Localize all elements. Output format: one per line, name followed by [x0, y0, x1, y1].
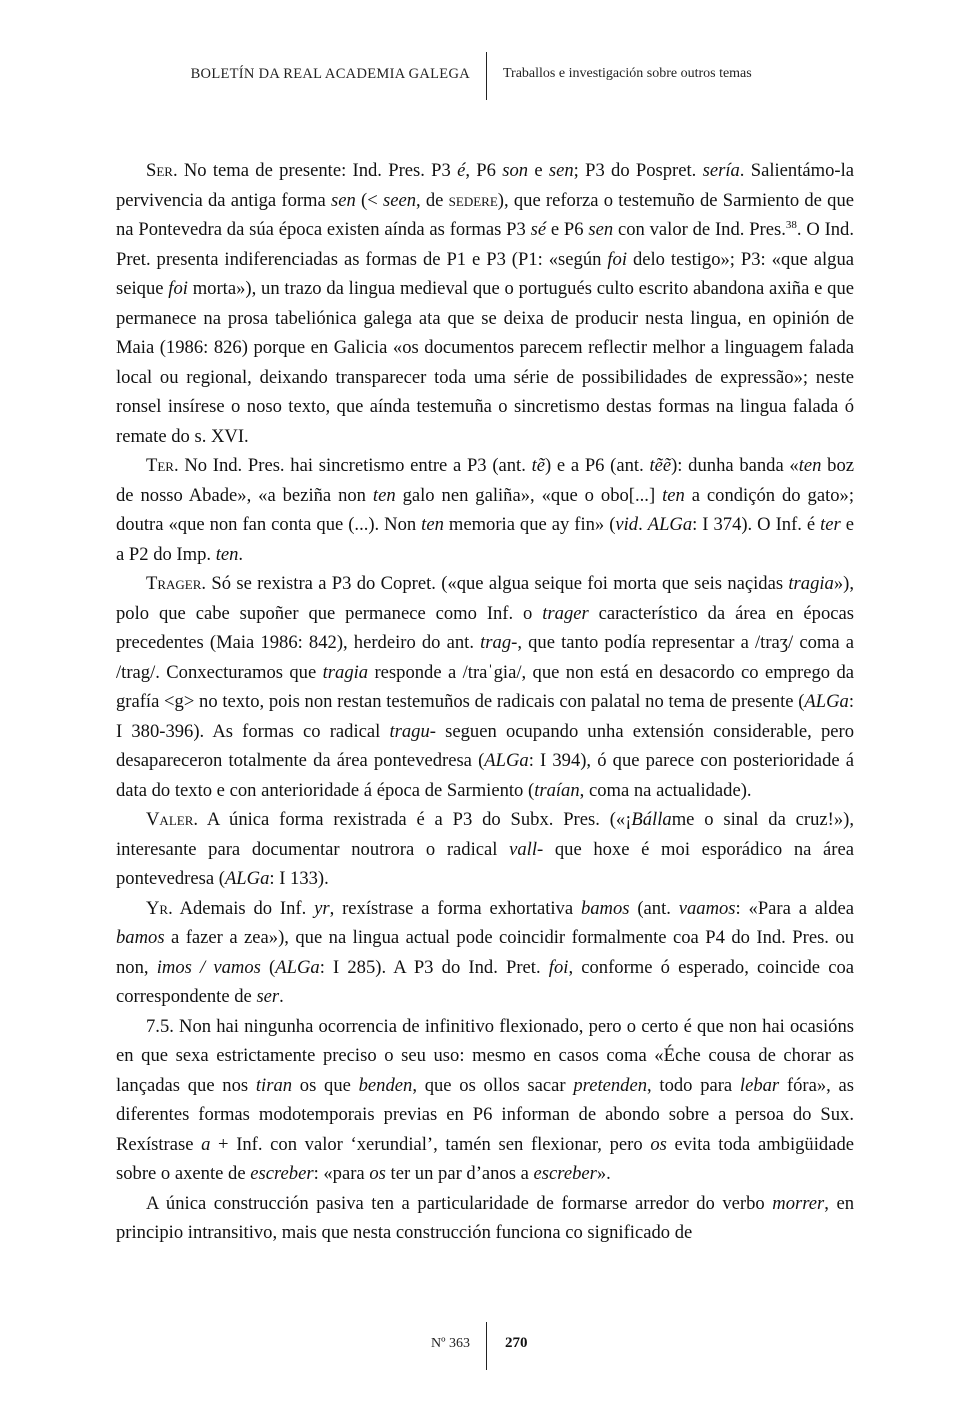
- italic-term: ten: [662, 484, 685, 506]
- page-number: 270: [505, 1335, 528, 1351]
- running-footer: [0, 1322, 975, 1370]
- italic-term: tẽẽ: [649, 455, 672, 476]
- paragraph: A única construcción pasiva ten a particularidade de formarse arredor do verbo morrer, en principio intransitivo, mais que nesta construcción funciona co significado de: [116, 1192, 854, 1243]
- italic-term: Bálla: [631, 809, 672, 830]
- entry-headword: Trager: [146, 573, 202, 594]
- italic-term: os: [650, 1133, 667, 1155]
- footnote-ref[interactable]: 38: [785, 218, 797, 231]
- issue-number: Nº 363: [431, 1336, 470, 1351]
- italic-term: vall-: [509, 838, 544, 860]
- header-divider: [486, 52, 487, 100]
- italic-term: imos / vamos: [156, 956, 261, 978]
- entry-headword: Ser: [146, 160, 173, 181]
- italic-term: sería: [702, 160, 740, 181]
- italic-term: vid: [615, 514, 639, 535]
- italic-term: lebar: [739, 1074, 780, 1096]
- italic-term: ter: [820, 514, 841, 535]
- italic-term: sé: [530, 219, 547, 240]
- small-caps-term: sedere: [448, 189, 498, 211]
- running-header: [0, 52, 975, 100]
- paragraph: Valer. A única forma rexistrada é a P3 do Subx. Pres. («¡Bállame o sinal da cruz!»), interesante para documentar noutrora o radical vall- que hoxe é moi esporádico na área pontevedresa (ALGa: I 133).: [116, 809, 854, 889]
- italic-term: sen: [548, 160, 574, 181]
- italic-term: benden: [358, 1074, 413, 1096]
- italic-term: foi: [168, 278, 188, 299]
- paragraph: Ser. No tema de presente: Ind. Pres. P3 é, P6 son e sen; P3 do Pospret. sería. Salientámo-la pervivencia da antiga forma sen (< seen, de sedere), que reforza o testemuño de Sarmiento de que na Pontevedra da súa época existen aínda as formas P3 sé e P6 sen con valor de Ind. Pres.$^{38}$. O Ind. Pret. presenta indiferenciadas as formas de P1 e P3 (P1: «según foi delo testigo»; P3: «que algua seique foi morta»), un trazo da lingua medieval que o portugués culto escrito abandona axiña e que permanece na prosa tabeliónica galega ata que se deixa de producir nesta lingua, en opinión de Maia (1986: 826) porque en Galicia «os documentos parecem reflectir melhor a linguagem falada local ou regional, deixando transparecer toda uma série de possibilidades de expressão»; neste ronsel insírese o noso texto, que aínda testemuña o sincretismo destas formas na lingua falada ó remate do s. XVI.: [116, 160, 855, 447]
- entry-headword: Valer: [146, 809, 194, 830]
- italic-term: ser: [256, 986, 280, 1007]
- italic-term: ten: [798, 455, 822, 476]
- paragraph: Yr. Ademais do Inf. yr, rexístrase a forma exhortativa bamos (ant. vaamos: «Para a aldea bamos a fazer a zea»), que na lingua actual pode coincidir formalmente coa P4 do Ind. Pres. ou non, imos / vamos (ALGa: I 285). A P3 do Ind. Pret. foi, conforme ó esperado, coincide coa correspondente de ser.: [116, 897, 855, 1007]
- italic-term: tragu-: [389, 720, 436, 742]
- italic-term: ten: [215, 543, 239, 565]
- section-title: Traballos e investigación sobre outros temas: [503, 66, 752, 81]
- italic-term: ALGa: [275, 956, 320, 978]
- italic-term: tragia: [788, 573, 834, 594]
- italic-term: escreber: [533, 1163, 597, 1184]
- italic-term: bamos: [116, 927, 165, 948]
- italic-term: traían: [534, 779, 580, 801]
- italic-term: tẽ: [531, 455, 545, 476]
- entry-headword: Ter: [146, 455, 174, 476]
- italic-term: ten: [421, 514, 444, 535]
- italic-term: é: [457, 160, 466, 181]
- italic-term: pretenden: [573, 1074, 648, 1096]
- italic-term: vaamos: [678, 897, 736, 919]
- journal-title: BOLETÍN DA REAL ACADEMIA GALEGA: [190, 66, 470, 82]
- italic-term: tragia: [322, 661, 369, 683]
- body-text: [116, 156, 854, 1248]
- italic-term: sen: [588, 219, 614, 240]
- footer-divider: [486, 1322, 487, 1370]
- paragraph: Ter. No Ind. Pres. hai sincretismo entre a P3 (ant. tẽ) e a P6 (ant. tẽẽ): dunha banda «ten boz de nosso Abade», «a beziña non ten galo nen galiña», «que o obo[...] ten a condiçón do gato»; doutra «que non fan conta que (...). Non ten memoria que ay fin» (vid. ALGa: I 374). O Inf. é ter e a P2 do Imp. ten.: [116, 455, 855, 565]
- italic-term: escreber: [250, 1163, 314, 1184]
- italic-term: foi: [607, 248, 628, 270]
- italic-term: ALGa: [647, 514, 693, 535]
- italic-term: ALGa: [224, 868, 270, 889]
- entry-headword: Yr: [146, 897, 169, 919]
- italic-term: ten: [372, 484, 396, 506]
- italic-term: ALGa: [804, 691, 849, 712]
- italic-term: foi: [548, 956, 569, 978]
- paragraph: 7.5. Non hai ningunha ocorrencia de infinitivo flexionado, pero o certo é que non hai ocasións en que sexa estrictamente preciso o seu uso: mesmo en casos coma «Éche cousa de chorar as lançadas que nos tiran os que benden, que os ollos sacar pretenden, todo para lebar fóra», as diferentes formas modotemporais previas en P6 informan de abondo sobre a persoa do Sux. Rexístrase a + Inf. con valor ‘xerundial’, tamén sen flexionar, pero os evita toda ambigüidade sobre o axente de escreber: «para os ter un par d’anos a escreber».: [116, 1015, 854, 1184]
- italic-term: seen: [382, 189, 416, 211]
- italic-term: bamos: [580, 897, 630, 919]
- italic-term: ALGa: [484, 750, 529, 771]
- italic-term: os: [369, 1163, 386, 1184]
- italic-term: yr: [314, 897, 330, 919]
- italic-term: morrer: [772, 1192, 825, 1214]
- italic-term: trager: [542, 602, 589, 624]
- italic-term: sen: [331, 189, 356, 211]
- italic-term: son: [502, 160, 529, 181]
- paragraph: Trager. Só se rexistra a P3 do Copret. («que algua seique foi morta que seis naçidas tragia»), polo que cabe supoñer que permanece como Inf. o trager característico da área en épocas precedentes (Maia 1986: 842), herdeiro do ant. trag-, que tanto podía representar a /traʒ/ coma a /trag/. Conxecturamos que tragia responde a /traˈgia/, que non está en desacordo co emprego da grafía <g> no texto, pois non restan testemuños de radicais con palatal no tema de presente (ALGa: I 380-396). As formas co radical tragu- seguen ocupando unha extensión considerable, pero desapareceron totalmente da área pontevedresa (ALGa: I 394), ó que parece con posterioridade á data do texto e con anterioridade á época de Sarmiento (traían, coma na actualidade).: [116, 573, 855, 801]
- italic-term: tiran: [255, 1074, 293, 1096]
- italic-term: a: [201, 1133, 211, 1155]
- italic-term: trag-: [480, 632, 518, 653]
